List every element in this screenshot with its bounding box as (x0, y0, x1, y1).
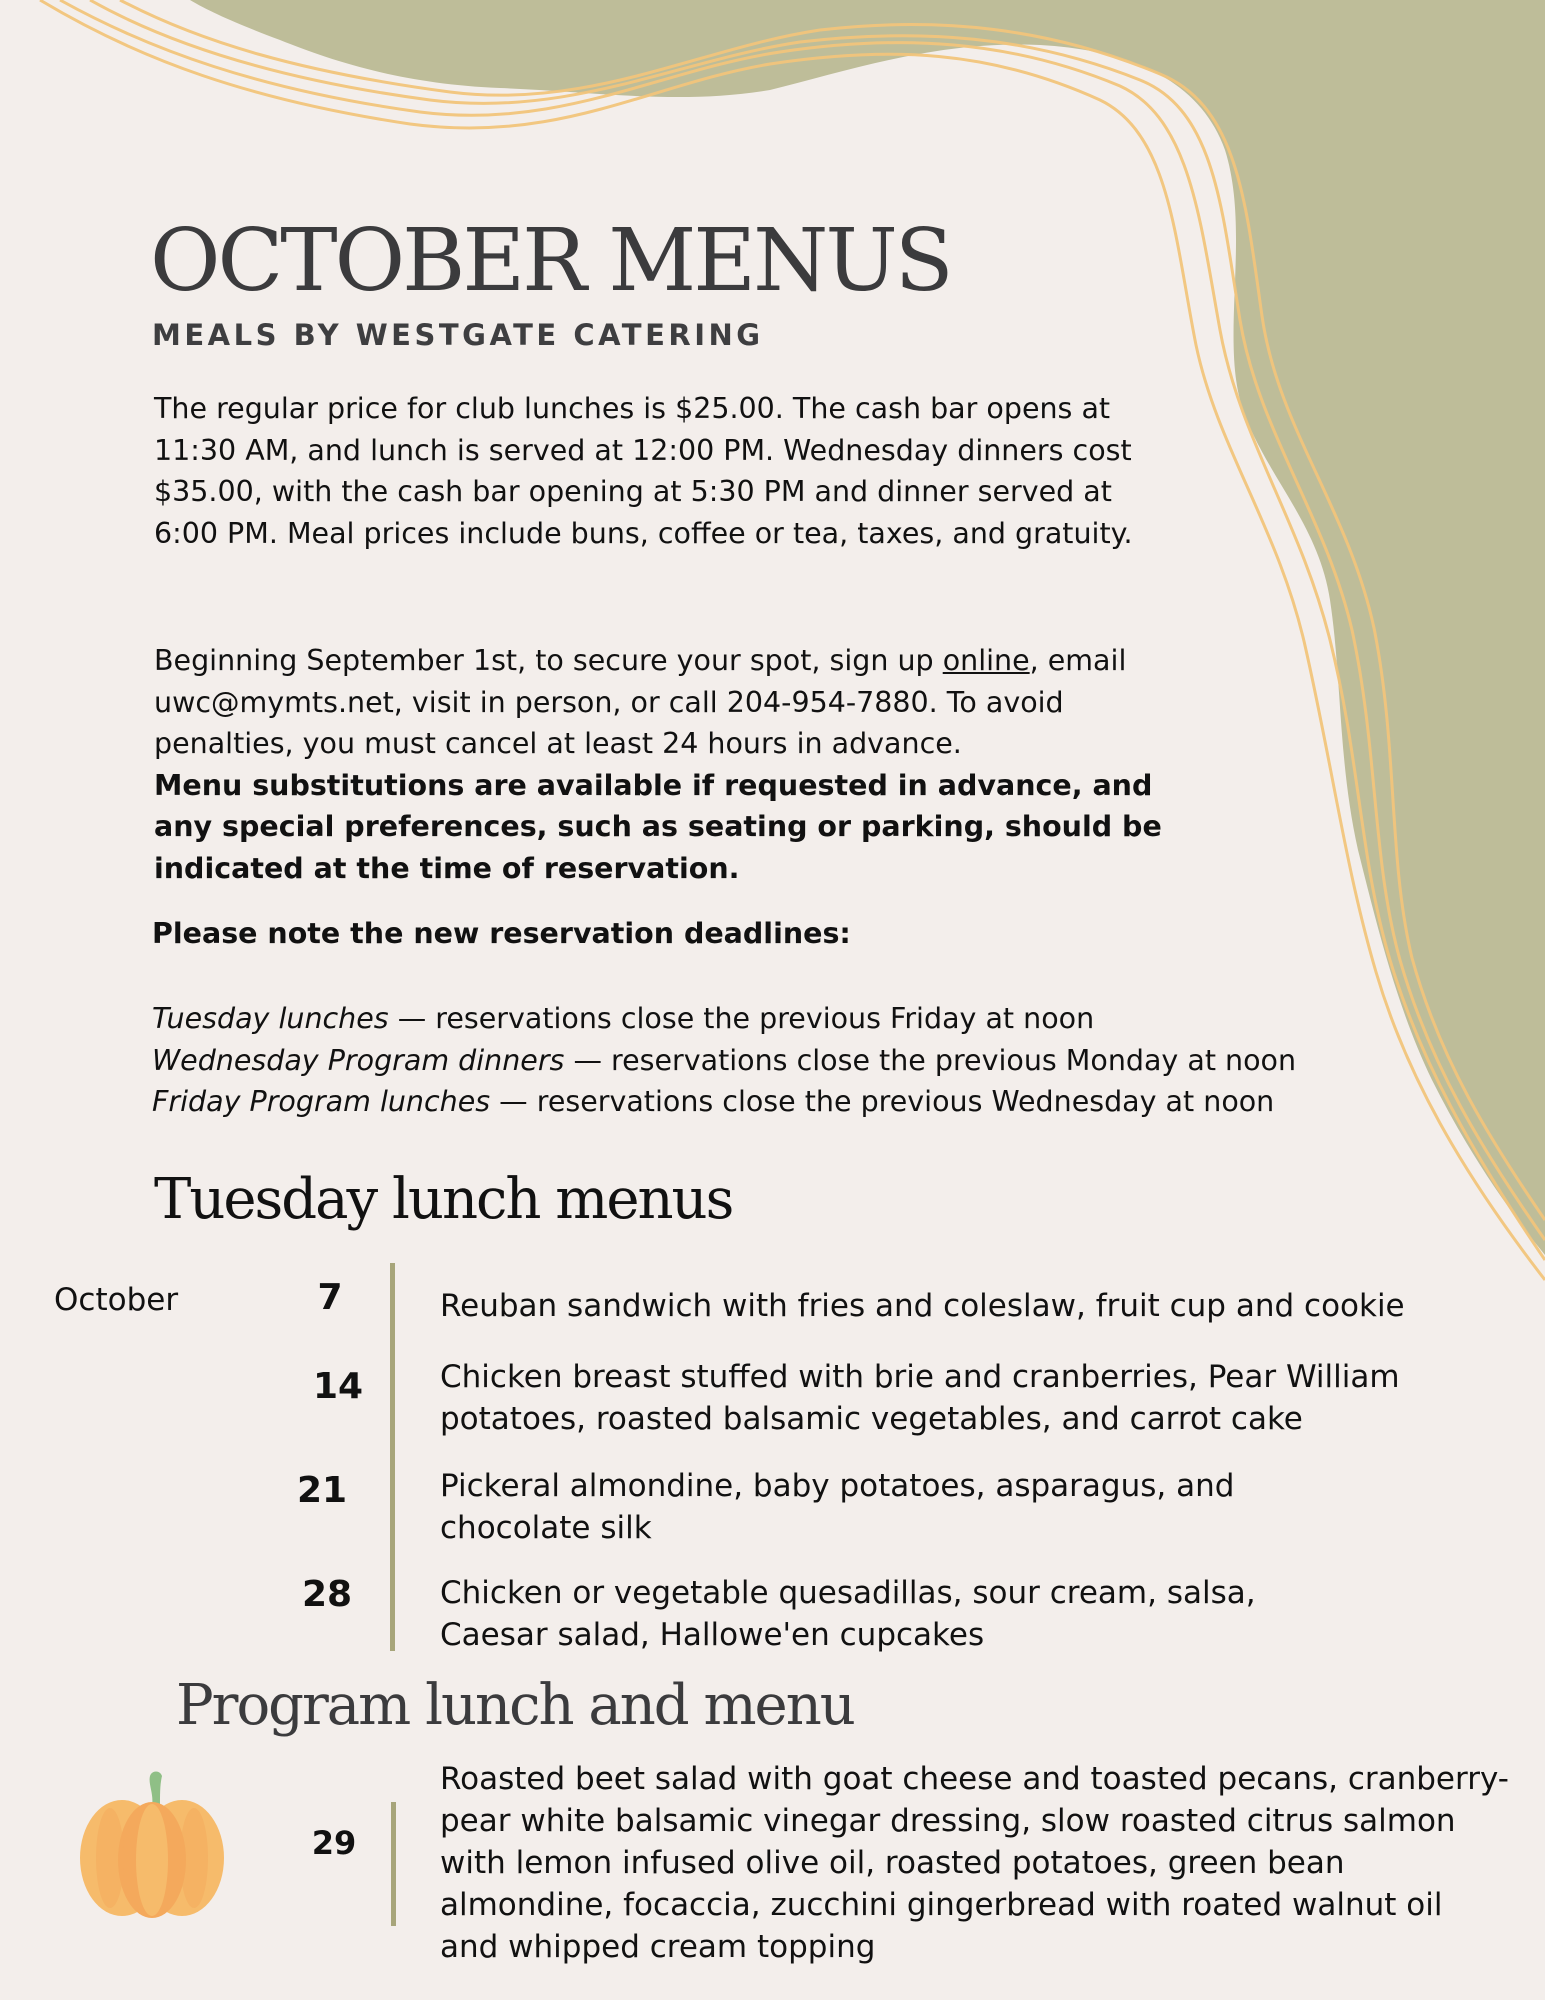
program-menu-title: Program lunch and menu (176, 1673, 854, 1738)
menu-day: 21 (296, 1470, 348, 1511)
substitution-note: Menu substitutions are available if requested in advance, and any special preferences, such as seating or parking, should be indicated at the time of reservation. (154, 768, 1162, 885)
page-title: OCTOBER MENUS (150, 211, 951, 311)
program-divider-line (391, 1802, 396, 1926)
menu-item: Reuban sandwich with fries and coleslaw, fruit cup and cookie (440, 1288, 1405, 1324)
page-subtitle: MEALS BY WESTGATE CATERING (152, 318, 764, 352)
online-signup-link[interactable]: online (942, 644, 1030, 677)
menu-item: Pickeral almondine, baby potatoes, asparagus, and chocolate silk (440, 1468, 1235, 1546)
deadline-text: — reservations close the previous Monday at noon (564, 1043, 1297, 1077)
deadline-label: Wednesday Program dinners (152, 1043, 565, 1077)
menu-item: Chicken breast stuffed with brie and cranberries, Pear William potatoes, roasted balsamic vegetables, and carrot cake (440, 1359, 1400, 1437)
program-menu-item: Roasted beet salad with goat cheese and toasted pecans, cranberry-pear white balsamic vinegar dressing, slow roasted citrus salmon with lemon infused olive oil, roasted potatoes, green bean almondine, focaccia, zucchini gingerbread with roated walnut oil and whipped cream topping (440, 1761, 1509, 1965)
deadline-label: Friday Program lunches (152, 1085, 491, 1118)
month-label: October (54, 1282, 179, 1318)
menu-item: Chicken or vegetable quesadillas, sour cream, salsa, Caesar salad, Hallowe'en cupcakes (440, 1575, 1256, 1653)
deadline-text: — reservations close the previous Wednesday at noon (490, 1085, 1275, 1118)
menu-day: 29 (311, 1824, 357, 1862)
signup-text-after-link: , email uwc@mymts.net, visit in person, or call 204-954-7880. To avoid penalties, you must cancel at least 24 hours in advance. (154, 644, 1127, 760)
menu-day: 28 (301, 1574, 353, 1615)
deadlines-list (152, 998, 1296, 1123)
deadlines-heading: Please note the new reservation deadlines: (152, 917, 851, 950)
tuesday-divider-line (390, 1263, 395, 1651)
deadline-text: — reservations close the previous Friday at noon (388, 1002, 1095, 1035)
deadline-row (152, 1081, 1296, 1123)
deadline-label: Tuesday lunches (152, 1002, 389, 1035)
menu-day: 7 (317, 1277, 343, 1318)
tuesday-menus-title: Tuesday lunch menus (154, 1167, 733, 1232)
signup-paragraph (154, 640, 1164, 889)
menu-day: 14 (312, 1366, 364, 1407)
intro-paragraph: The regular price for club lunches is $25.00. The cash bar opens at 11:30 AM, and lunch is served at 12:00 PM. Wednesday dinners cost $35.00, with the cash bar opening at 5:30 PM and dinner served at 6:00 PM. Meal prices include buns, coffee or tea, taxes, and gratuity. (154, 392, 1133, 550)
deadline-row (152, 1040, 1296, 1082)
deadline-row (152, 998, 1296, 1040)
pumpkin-icon (70, 1768, 234, 1920)
signup-text-before-link: Beginning September 1st, to secure your spot, sign up (154, 644, 943, 677)
